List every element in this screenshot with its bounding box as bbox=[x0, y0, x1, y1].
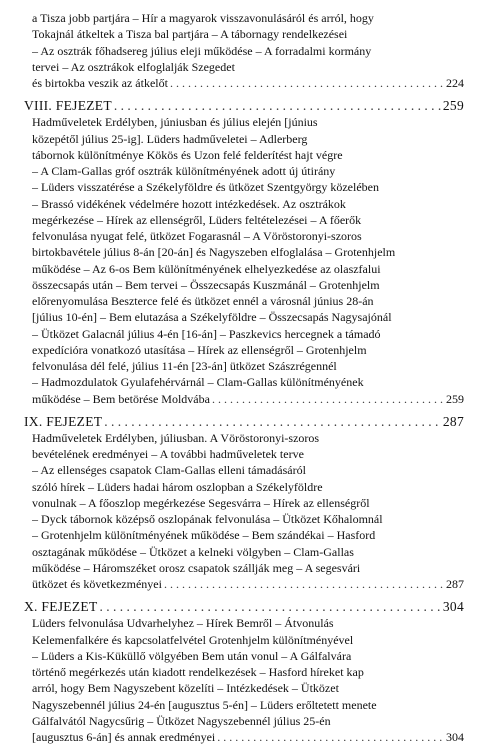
toc-entry-line: Kelemenfalkére és kapcsolatfelvétel Grotenhjelm különítményével bbox=[32, 632, 354, 647]
dot-leader bbox=[104, 414, 441, 430]
toc-entry-line: Lüders felvonulása Udvarhelyhez – Hírek Bemről – Átvonulás bbox=[32, 616, 334, 631]
dot-leader bbox=[164, 576, 444, 592]
toc-entry-line: tervei – Az osztrákok elfoglalják Szegedet bbox=[32, 59, 235, 74]
chapter-heading[interactable] bbox=[24, 98, 464, 114]
dot-leader bbox=[100, 599, 441, 615]
toc-entry-line: vonulnak – A főoszlop megérkezése Segesvárra – Hírek az ellenségről bbox=[32, 495, 370, 510]
toc-entry-line: működése – Háromszéket orosz csapatok szállják meg – A segesvári bbox=[32, 560, 361, 575]
toc-entry-line: Tokajnál átkeltek a Tisza bal partjára – A tábornagy rendelkezései bbox=[32, 27, 348, 42]
toc-entry-line: – Dyck tábornok középső oszlopának felvonulása – Ütközet Kőhalomnál bbox=[32, 512, 383, 526]
toc-entry-line: felvonulása dél felé, július 11-én [23-án] ütközet Szászrégennél bbox=[32, 359, 337, 373]
toc-entry-line: a Tisza jobb partjára – Hír a magyarok visszavonulásáról és arról, hogy bbox=[32, 11, 374, 25]
chapter-summary bbox=[24, 615, 464, 745]
toc-entry-line: [július 10-én] – Bem elutazása a Székelyföldre – Összecsapás Nagysajónál bbox=[32, 310, 392, 325]
dot-leader bbox=[170, 75, 444, 91]
toc-entry-line: megérkezése – Hírek az ellenségről, Lüders feltételezései – A főerők bbox=[32, 212, 362, 227]
toc-entry-text: [augusztus 6-án] és annak eredményei bbox=[32, 730, 216, 744]
chapter-summary bbox=[24, 114, 464, 407]
toc-entry-line: – Lüders a Kis-Küküllő völgyében Bem után vonul – A Gálfalvára bbox=[32, 648, 352, 663]
toc-entry-text: működése – Bem betörése Moldvába bbox=[32, 391, 210, 406]
toc-entry-line: közepétől július 25-ig]. Lüders hadműveletei – Adlerberg bbox=[32, 131, 308, 146]
toc-entry-line: összecsapás után – Bem tervei – Összecsapás Kuszmánál – Grotenhjelm bbox=[32, 277, 380, 292]
dot-leader bbox=[217, 729, 444, 745]
page-number: 224 bbox=[446, 76, 464, 90]
toc-entry-line: birtokbavétele július 8-án [20-án] és Nagyszeben elfoglalása – Grotenhjelm bbox=[32, 245, 396, 260]
dot-leader bbox=[212, 391, 444, 407]
toc-entry-text: és birtokba veszik az átkelőt bbox=[32, 76, 168, 90]
toc-entry-line: előrenyomulása Beszterce felé és ütközet ennél a városnál június 28-án bbox=[32, 294, 374, 308]
toc-entry-line: – Az osztrák főhadsereg július eleji működése – A forradalmi kormány bbox=[32, 43, 372, 58]
toc-entry-line: tábornok különítménye Kökös és Uzon felé felderítést hajt végre bbox=[32, 147, 343, 162]
page-number: 287 bbox=[446, 577, 464, 591]
chapter-title: VIII. FEJEZET bbox=[24, 98, 112, 114]
toc-entry-last-line bbox=[32, 75, 464, 91]
page-number: 259 bbox=[446, 391, 464, 406]
chapter-heading[interactable] bbox=[24, 599, 464, 615]
chapter-heading[interactable] bbox=[24, 414, 464, 430]
toc-entry-line: – Brassó vidékének védelmére hozott intézkedések. Az osztrákok bbox=[32, 196, 346, 211]
chapter-title: X. FEJEZET bbox=[24, 599, 98, 615]
toc-entry-line: – Az ellenséges csapatok Clam-Gallas elleni támadásáról bbox=[32, 463, 306, 478]
toc-entry-line: működése – Az 6-os Bem különítményének elhelyezkedése az olaszfalui bbox=[32, 261, 381, 276]
toc-entry-last-line bbox=[32, 391, 464, 407]
toc-entry-line: – A Clam-Gallas gróf osztrák különítményének adott új útirány bbox=[32, 164, 336, 178]
page-number: 304 bbox=[446, 730, 464, 744]
toc-entry-line: – Hadmozdulatok Gyulafehérvárnál – Clam-Gallas különítményének bbox=[32, 375, 364, 390]
toc-entry-line: arról, hogy Bem Nagyszebent közelíti – Intézkedések – Ütközet bbox=[32, 681, 339, 696]
toc-entry-line: felvonulása nyugat felé, ütközet Fogarasnál – A Vöröstoronyi-szoros bbox=[32, 229, 362, 243]
chapter-viii bbox=[24, 98, 464, 407]
toc-entry-line: Nagyszebennél július 24-én [augusztus 5-én] – Lüders erőltetett menete bbox=[32, 697, 377, 712]
toc-entry-line: expedícióra vonatkozó utasítása – Hírek az ellenségről – Grotenhjelm bbox=[32, 342, 367, 357]
toc-entry-line: Gálfalvától Nagycsűrig – Ütközet Nagyszebennél július 25-én bbox=[32, 713, 331, 728]
page-number: 304 bbox=[442, 599, 464, 615]
toc-entry-last-line bbox=[32, 576, 464, 592]
page-number: 259 bbox=[442, 98, 464, 114]
toc-entry-line: – Ütközet Galacnál július 4-én [16-án] – Paszkevics hercegnek a támadó bbox=[32, 326, 381, 341]
chapter-summary bbox=[24, 430, 464, 593]
chapter-x bbox=[24, 599, 464, 745]
toc-entry-text: ütközet és következményei bbox=[32, 577, 162, 591]
toc-entry-line: szóló hírek – Lüders hadai három oszlopban a Székelyföldre bbox=[32, 479, 323, 494]
toc-entry-line: – Lüders visszatérése a Székelyföldre és ütközet Szentgyörgy közelében bbox=[32, 180, 379, 195]
dot-leader bbox=[114, 98, 441, 114]
toc-entry-line: – Grotenhjelm különítményének működése – Bem szándékai – Hasford bbox=[32, 528, 376, 543]
chapter-title: IX. FEJEZET bbox=[24, 413, 103, 429]
toc-entry-line: osztagának működése – Ütközet a kelneki völgyben – Clam-Gallas bbox=[32, 544, 354, 559]
toc-entry-line: Hadműveletek Erdélyben, júliusban. A Vöröstoronyi-szoros bbox=[32, 430, 320, 445]
toc-entry-last-line bbox=[32, 729, 464, 745]
toc-entry-line: történő megérkezés után kiadott rendelkezések – Hasford híreket kap bbox=[32, 665, 364, 679]
page-number: 287 bbox=[442, 413, 464, 429]
toc-entry-line: bevételének eredményei – A további hadműveletek terve bbox=[32, 447, 304, 461]
chapter-ix bbox=[24, 414, 464, 593]
toc-entry-line: Hadműveletek Erdélyben, júniusban és július elején [június bbox=[32, 115, 318, 130]
toc-entry-continued bbox=[24, 10, 464, 91]
